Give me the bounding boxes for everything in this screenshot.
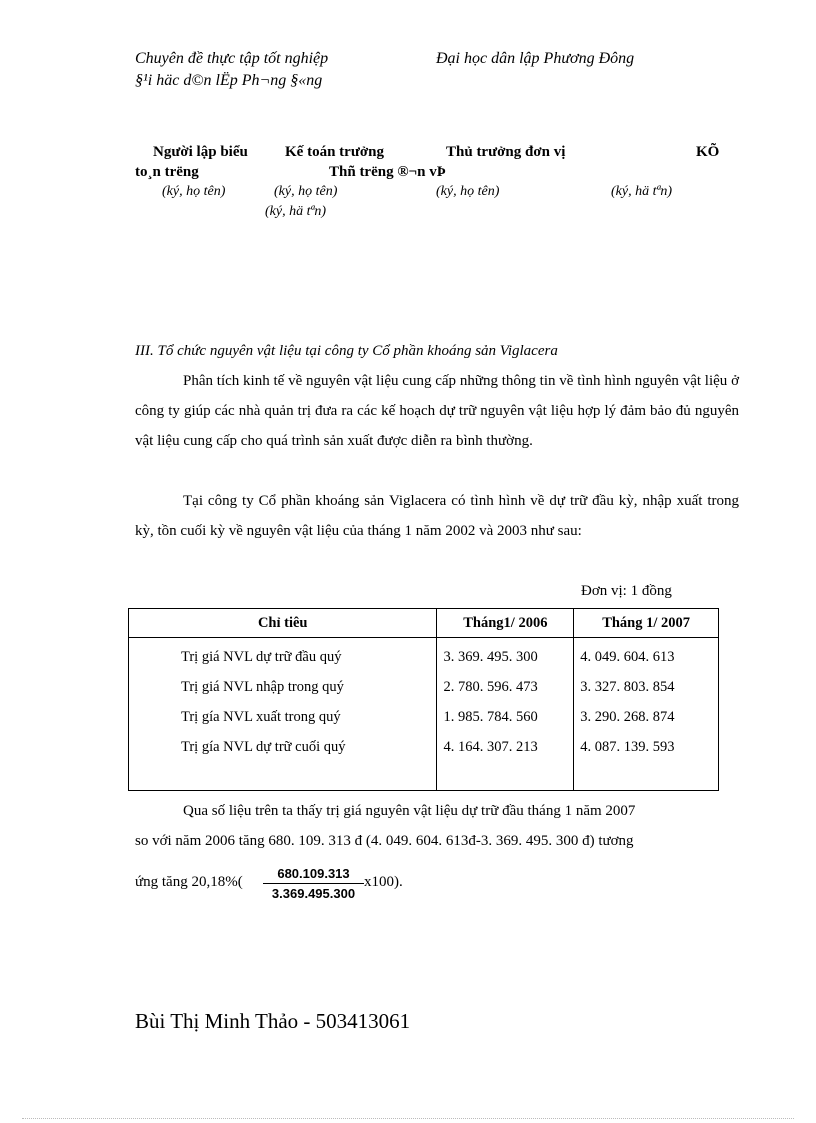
- row-value-2006: 4. 164. 307. 213: [437, 732, 574, 762]
- row-value-2006: 3. 369. 495. 300: [437, 638, 574, 673]
- column-header-indicator: Chỉ tiêu: [129, 609, 437, 638]
- section-heading: III. Tổ chức nguyên vật liệu tại công ty Cổ phần khoáng sản Viglacera: [135, 343, 558, 359]
- row-value-2006: 1. 985. 784. 560: [437, 702, 574, 732]
- analysis-line-3-prefix: ứng tăng 20,18%(: [135, 874, 243, 890]
- paragraph-2: Tại công ty Cổ phần khoáng sản Viglacera có tình hình về dự trữ đầu kỳ, nhập xuất trong kỳ, tồn cuối kỳ về nguyên vật liệu của tháng 1 năm 2002 và 2003 như sau:: [135, 493, 739, 539]
- analysis-line-1: Qua số liệu trên ta thấy trị giá nguyên vật liệu dự trữ đầu tháng 1 năm 2007: [183, 803, 636, 819]
- signature-title-garbled: KÕ: [696, 144, 720, 160]
- row-value-2007: 4. 049. 604. 613: [574, 638, 719, 673]
- header-university: Đại học dân lập Phương Đông: [436, 50, 635, 67]
- signature-title-unit-head: Thủ trưởng đơn vị: [446, 144, 566, 160]
- table-row: [129, 732, 719, 762]
- header-subject: Chuyên đề thực tập tốt nghiệp: [135, 50, 329, 67]
- row-label: Trị gía NVL xuất trong quý: [129, 702, 437, 732]
- signature-note-1: (ký, họ tên): [162, 184, 226, 199]
- table-row: [129, 702, 719, 732]
- row-value-2007: 3. 327. 803. 854: [574, 672, 719, 702]
- page-bottom-rule: [22, 1118, 794, 1119]
- analysis-line-2: so với năm 2006 tăng 680. 109. 313 đ (4. 049. 604. 613đ-3. 369. 495. 300 đ) tương: [135, 833, 634, 849]
- signature-note-4: (ký, hä tªn): [611, 184, 673, 199]
- signature-row2-left: to¸n trëng: [135, 164, 199, 180]
- unit-label: Đơn vị: 1 đồng: [581, 583, 672, 599]
- signature-note-extra: (ký, hä tªn): [265, 204, 327, 219]
- signature-note-3: (ký, họ tên): [436, 184, 500, 199]
- row-value-2007: 3. 290. 268. 874: [574, 702, 719, 732]
- table-empty-row: [129, 762, 719, 791]
- nvl-table: [128, 608, 719, 791]
- footer-author: Bùi Thị Minh Thảo - 503413061: [135, 1009, 411, 1033]
- column-header-2006: Tháng1/ 2006: [437, 609, 574, 638]
- paragraph-1: Phân tích kinh tế về nguyên vật liệu cung cấp những thông tin về tình hình nguyên vật liệu ở công ty giúp các nhà quản trị đưa ra các kế hoạch dự trữ nguyên vật liệu hợp lý đảm bảo đủ nguyên vật liệu cung cấp cho quá trình sản xuất được diễn ra bình thường.: [135, 373, 739, 449]
- signature-row2-center: Thñ trëng ®¬n vÞ: [329, 164, 446, 180]
- percentage-fraction: [263, 866, 364, 901]
- fraction-numerator: 680.109.313: [263, 866, 364, 884]
- signature-title-preparer: Người lập biểu: [153, 144, 248, 160]
- signature-title-chief-accountant: Kế toán trưởng: [285, 144, 384, 160]
- table-row: [129, 638, 719, 673]
- fraction-denominator: 3.369.495.300: [271, 886, 356, 901]
- column-header-2007: Tháng 1/ 2007: [574, 609, 719, 638]
- signature-note-2: (ký, họ tên): [274, 184, 338, 199]
- row-label: Trị gía NVL dự trữ cuối quý: [129, 732, 437, 762]
- row-label: Trị giá NVL nhập trong quý: [129, 672, 437, 702]
- table-header-row: [129, 609, 719, 638]
- row-value-2007: 4. 087. 139. 593: [574, 732, 719, 762]
- header-garbled-line: §¹i häc d©n lËp Ph¬ng §«ng: [135, 72, 323, 89]
- table-row: [129, 672, 719, 702]
- row-label: Trị giá NVL dự trữ đầu quý: [129, 638, 437, 673]
- row-value-2006: 2. 780. 596. 473: [437, 672, 574, 702]
- analysis-line-3-suffix: x100).: [364, 874, 403, 890]
